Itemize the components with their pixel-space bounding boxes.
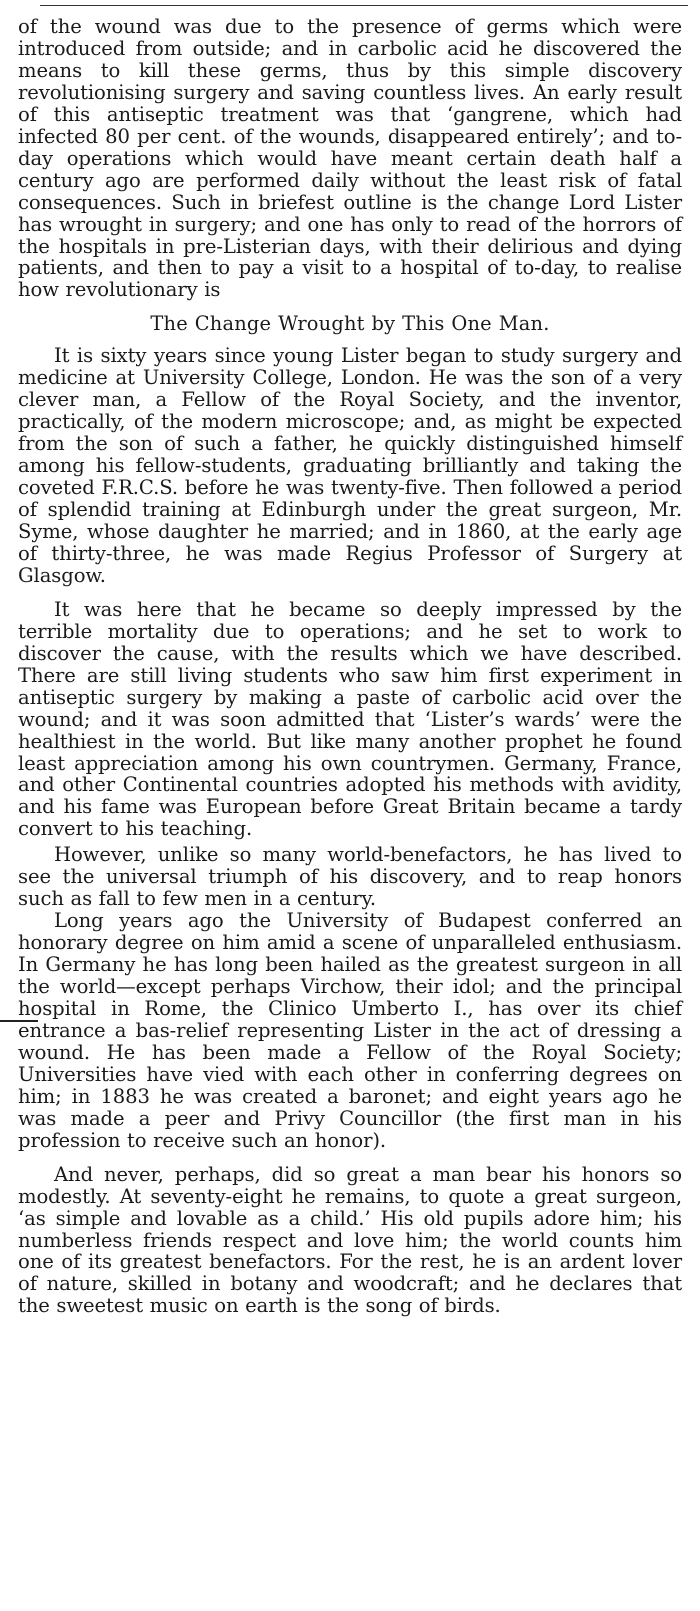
article-column <box>18 16 682 1317</box>
paragraph-honors: Long years ago the University of Budapest conferred an honorary degree on him amid a scene of unparalleled enthusiasm. In Germany he has long been hailed as the greatest surgeon in all the world—except perhaps Virchow, their idol; and the principal hospital in Rome, the Clinico Umberto I., has over its chief entrance a bas-relief representing Lister in the act of dressing a wound. He has been made a Fellow of the Royal Society; Universities have vied with each other in conferring degrees on him; in 1883 he was created a baronet; and eight years ago he was made a peer and Privy Councillor (the first man in his profession to receive such an honor). <box>18 909 682 1152</box>
paragraph-lister-education: It is sixty years since young Lister began to study surgery and medicine at University College, London. He was the son of a very clever man, a Fellow of the Royal Society, and the inventor, practically, of the modern microscope; and, as might be expected from the son of such a father, he quickly distinguished himself among his fellow-students, graduating brilliantly and taking the coveted F.R.C.S. before he was twenty-five. Then followed a period of splendid training at Edinburgh under the great surgeon, Mr. Syme, whose daughter he married; and in 1860, at the early age of thirty-three, he was made Regius Professor of Surgery at Glasgow. <box>18 344 682 587</box>
paragraph-modesty: And never, perhaps, did so great a man bear his honors so modestly. At seventy-eight he remains, to quote a great surgeon, ‘as simple and lovable as a child.’ His old pupils adore him; his numberless friends respect and love him; the world counts him one of its greatest benefactors. For the rest, he is an ardent lover of nature, skilled in botany and woodcraft; and he declares that the sweetest music on earth is the song of birds. <box>18 1162 682 1318</box>
paragraph-universal-triumph: However, unlike so many world-benefactors, he has lived to see the universal triumph of his discovery, and to reap honors such as fall to few men in a century. <box>18 843 682 911</box>
article-subheading: The Change Wrought by This One Man. <box>150 312 550 336</box>
top-rule <box>40 5 688 6</box>
margin-dash-mark <box>0 1020 38 1022</box>
paragraph-continuation: of the wound was due to the presence of germs which were introduced from outside; and in carbolic acid he discovered the means to kill these germs, thus by this simple discovery revolutionising surgery and saving countless lives. An early result of this antiseptic treatment was that ‘gangrene, which had infected 80 per cent. of the wounds, disappeared entirely’; and to-day operations which would have meant certain death half a century ago are performed daily without the least risk of fatal consequences. Such in briefest outline is the change Lord Lister has wrought in surgery; and one has only to read of the horrors of the hospitals in pre-Listerian days, with their delirious and dying patients, and then to pay a visit to a hospital of to-day, to realise how revolutionary is <box>18 15 682 302</box>
paragraph-antiseptic-surgery: It was here that he became so deeply impressed by the terrible mortality due to operations; and he set to work to discover the cause, with the results which we have described. There are still living students who saw him first experiment in antiseptic surgery by making a paste of carbolic acid over the wound; and it was soon admitted that ‘Lister’s wards’ were the healthiest in the world. But like many another prophet he found least appreciation among his own countrymen. Germany, France, and other Continental countries adopted his methods with avidity, and his fame was European before Great Britain became a tardy convert to his teaching. <box>18 597 682 841</box>
